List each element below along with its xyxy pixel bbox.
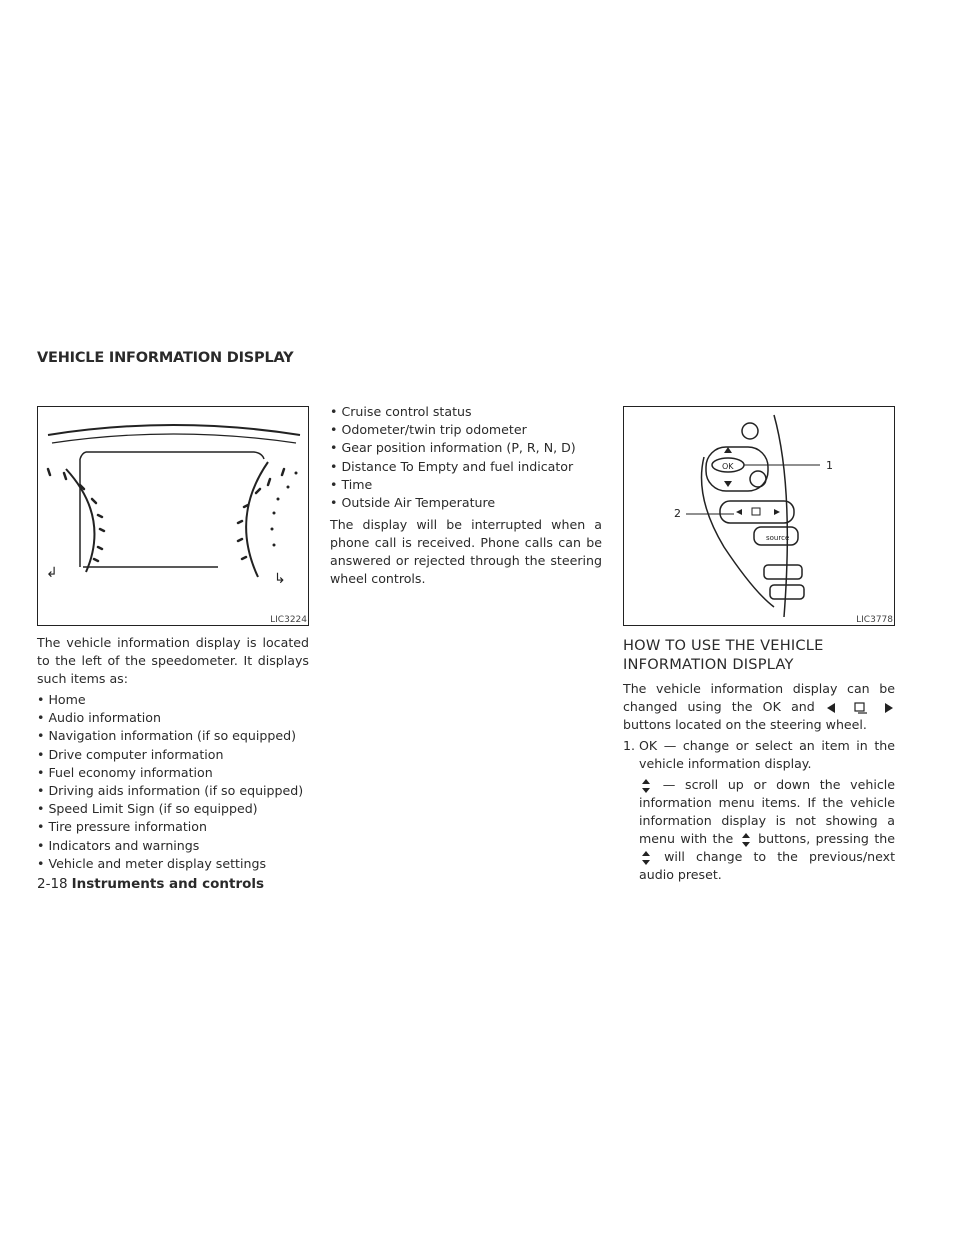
scroll-text-3: will change to the previous/next audio preset.	[639, 849, 896, 882]
list-item: • Outside Air Temperature	[330, 494, 602, 512]
figure-label: LIC3224	[270, 615, 307, 625]
figure-label: LIC3778	[856, 615, 893, 625]
how-to-heading: HOW TO USE THE VEHICLE INFORMATION DISPLAY	[623, 637, 824, 673]
list-item: • Distance To Empty and fuel indicator	[330, 458, 602, 476]
callout-1: 1	[826, 459, 833, 472]
list-item: • Indicators and warnings	[37, 837, 309, 855]
ok-label: OK	[722, 462, 734, 471]
source-label: source	[766, 534, 790, 542]
callout-2: 2	[674, 507, 681, 520]
list-item: • Home	[37, 691, 309, 709]
up-down-arrows-icon	[639, 850, 653, 866]
list-item: • Gear position information (P, R, N, D)	[330, 439, 602, 457]
left-display-right-buttons-icon	[825, 702, 895, 714]
meter-cluster-illustration	[38, 407, 308, 625]
column-left	[37, 634, 309, 873]
display-items-list	[37, 691, 309, 873]
up-down-arrows-icon	[639, 778, 653, 794]
how-to-intro	[623, 680, 895, 734]
up-down-arrows-icon	[739, 832, 753, 848]
steering-controls-figure	[623, 406, 895, 626]
step-number: 1.	[623, 738, 636, 753]
page-number: 2-18	[37, 876, 68, 892]
column-right	[623, 634, 895, 897]
step-text: OK — change or select an item in the vehicle information display.	[639, 738, 895, 771]
column-middle	[330, 403, 602, 591]
steering-controls-illustration	[624, 407, 894, 625]
list-item: • Fuel economy information	[37, 764, 309, 782]
list-item: • Cruise control status	[330, 403, 602, 421]
intro-paragraph: The vehicle information display is located to the left of the speedometer. It displays such items as:	[37, 635, 309, 686]
list-item: • Drive computer information	[37, 746, 309, 764]
list-item: • Audio information	[37, 709, 309, 727]
section-heading: VEHICLE INFORMATION DISPLAY	[37, 350, 294, 366]
list-item: • Odometer/twin trip odometer	[330, 421, 602, 439]
list-item: • Speed Limit Sign (if so equipped)	[37, 800, 309, 818]
scroll-text: — scroll up or down the vehicle information menu items. If the vehicle information display is not showing a menu with the	[639, 777, 895, 846]
page-footer	[37, 876, 264, 892]
list-item: • Time	[330, 476, 602, 494]
step-1	[623, 737, 895, 773]
list-item: • Driving aids information (if so equipped)	[37, 782, 309, 800]
svg-text:↳: ↳	[274, 571, 286, 587]
svg-text:↲: ↲	[46, 565, 58, 581]
meter-cluster-figure	[37, 406, 309, 626]
chapter-title: Instruments and controls	[71, 876, 265, 892]
interrupt-paragraph: The display will be interrupted when a phone call is received. Phone calls can be answered or rejected through the steering wheel controls.	[330, 516, 602, 586]
list-item: • Navigation information (if so equipped)	[37, 727, 309, 745]
display-items-list-continued	[330, 403, 602, 512]
list-item: • Vehicle and meter display settings	[37, 855, 309, 873]
how-to-intro-text: The vehicle information display can be changed using the OK and	[623, 681, 895, 714]
list-item: • Tire pressure information	[37, 818, 309, 836]
how-to-intro-text-2: buttons located on the steering wheel.	[623, 717, 867, 732]
scroll-text-2: buttons, pressing the	[758, 831, 895, 846]
scroll-paragraph	[623, 776, 895, 884]
